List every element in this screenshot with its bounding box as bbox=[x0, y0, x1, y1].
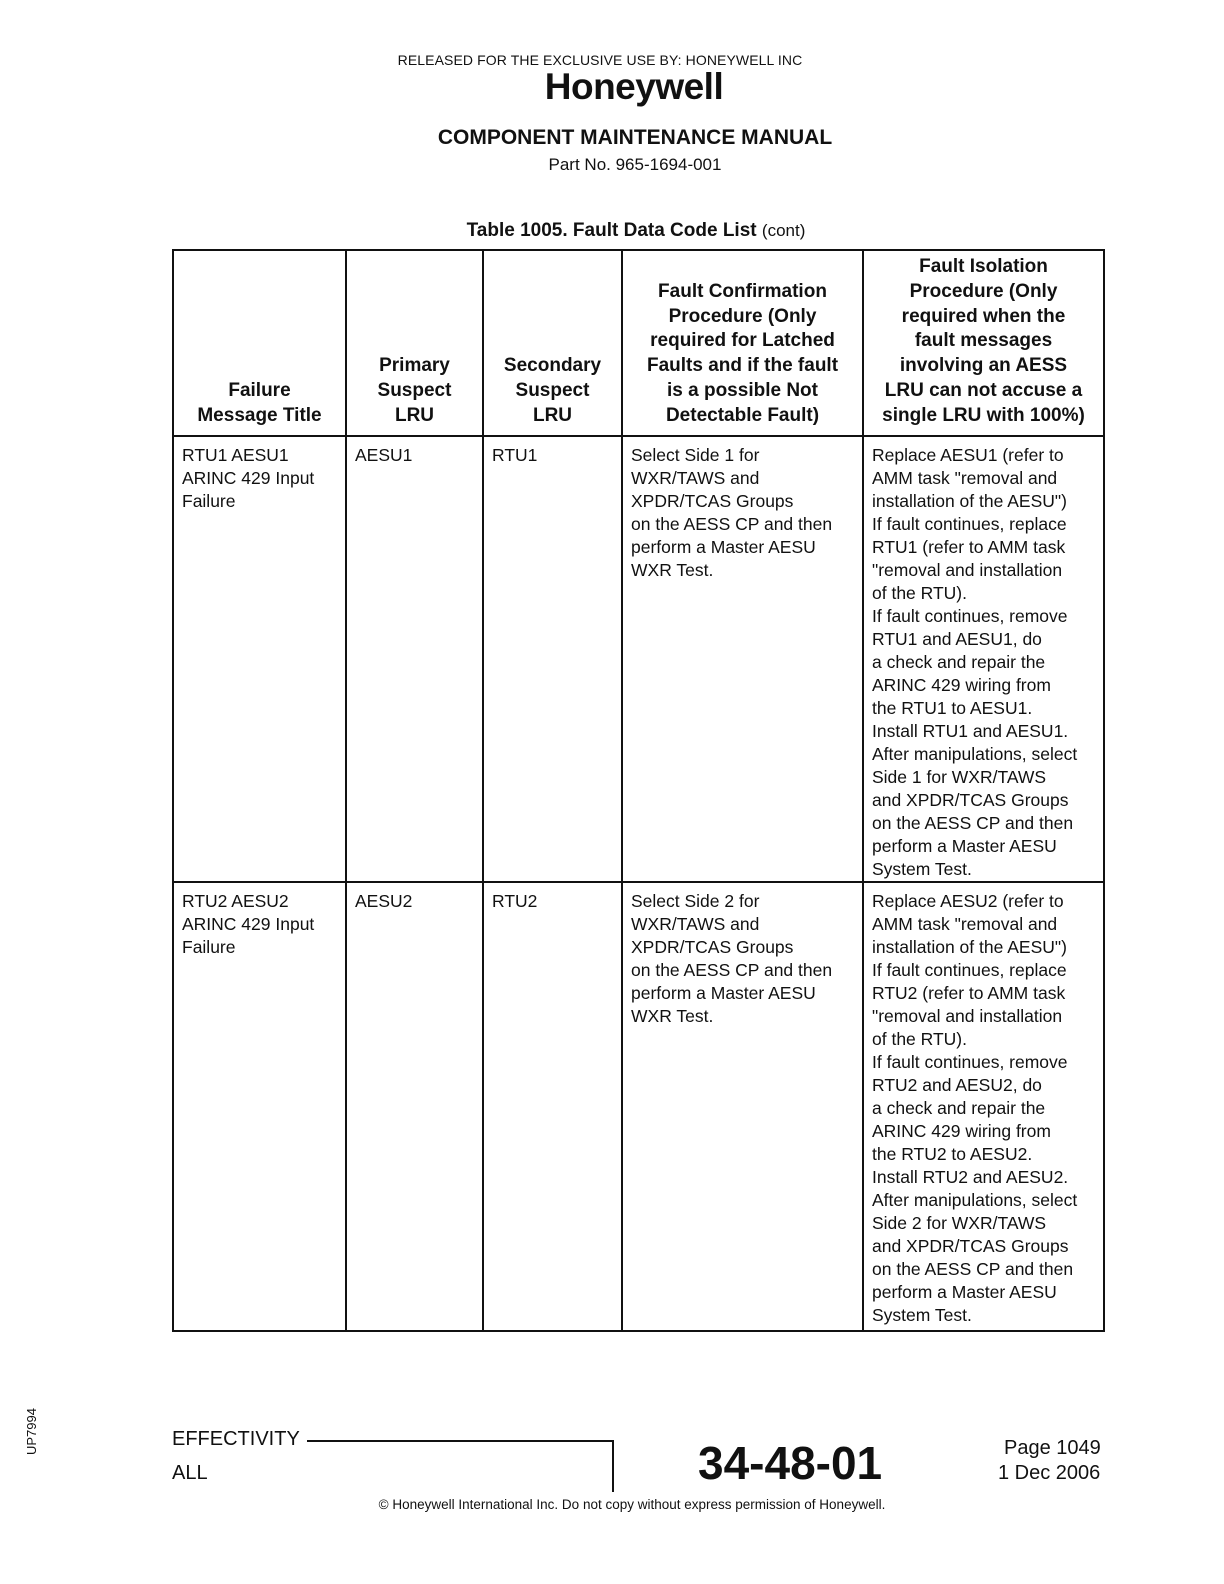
page-number: Page 1049 bbox=[1004, 1437, 1101, 1459]
failure-message-title-cell: RTU1 AESU1 ARINC 429 Input Failure bbox=[173, 436, 346, 882]
column-header-secondary-suspect-lru: Secondary Suspect LRU bbox=[483, 250, 622, 436]
table-row bbox=[173, 882, 1104, 1331]
secondary-suspect-cell: RTU1 bbox=[483, 436, 622, 882]
fault-confirmation-cell: Select Side 2 for WXR/TAWS and XPDR/TCAS Groups on the AESS CP and then perform a Master AESU WXR Test. bbox=[622, 882, 863, 1331]
column-header-primary-suspect-lru: Primary Suspect LRU bbox=[346, 250, 483, 436]
table-row bbox=[173, 436, 1104, 882]
table-caption-title: Table 1005. Fault Data Code List bbox=[466, 220, 757, 241]
honeywell-logo: Honeywell bbox=[544, 66, 724, 107]
table-caption-suffix: (cont) bbox=[761, 221, 806, 240]
fault-isolation-cell: Replace AESU1 (refer to AMM task "removal and installation of the AESU") If fault continues, replace RTU1 (refer to AMM task "removal and installation of the RTU). If fault continues, remove RTU1 and AESU1, do a check and repair the ARINC 429 wiring from the RTU1 to AESU1. Install RTU1 and AESU1. After manipulations, select Side 1 for WXR/TAWS and XPDR/TCAS Groups on the AESS CP and then perform a Master AESU System Test. bbox=[863, 436, 1104, 882]
fault-confirmation-cell: Select Side 1 for WXR/TAWS and XPDR/TCAS Groups on the AESS CP and then perform a Master AESU WXR Test. bbox=[622, 436, 863, 882]
copyright-notice: © Honeywell International Inc. Do not copy without express permission of Honeywell. bbox=[378, 1497, 886, 1512]
fault-isolation-cell: Replace AESU2 (refer to AMM task "removal and installation of the AESU") If fault continues, replace RTU2 (refer to AMM task "removal and installation of the RTU). If fault continues, remove RTU2 and AESU2, do a check and repair the ARINC 429 wiring from the RTU2 to AESU2. Install RTU2 and AESU2. After manipulations, select Side 2 for WXR/TAWS and XPDR/TCAS Groups on the AESS CP and then perform a Master AESU System Test. bbox=[863, 882, 1104, 1331]
effectivity-value: ALL bbox=[172, 1462, 208, 1484]
table-caption bbox=[0, 220, 1224, 242]
effectivity-rule bbox=[307, 1440, 614, 1442]
column-header-failure-message-title: Failure Message Title bbox=[173, 250, 346, 436]
effectivity-label: EFFECTIVITY bbox=[172, 1428, 300, 1450]
table-header-row bbox=[173, 250, 1104, 436]
part-number: Part No. 965-1694-001 bbox=[548, 155, 722, 174]
column-header-fault-isolation: Fault Isolation Procedure (Only required when the fault messages involving an AESS LRU can not accuse a single LRU with 100%) bbox=[863, 250, 1104, 436]
primary-suspect-cell: AESU1 bbox=[346, 436, 483, 882]
chapter-number: 34-48-01 bbox=[698, 1437, 883, 1489]
manual-title: COMPONENT MAINTENANCE MANUAL bbox=[437, 126, 833, 149]
column-header-fault-confirmation: Fault Confirmation Procedure (Only required for Latched Faults and if the fault is a possible Not Detectable Fault) bbox=[622, 250, 863, 436]
secondary-suspect-cell: RTU2 bbox=[483, 882, 622, 1331]
failure-message-title-cell: RTU2 AESU2 ARINC 429 Input Failure bbox=[173, 882, 346, 1331]
fault-data-table bbox=[172, 249, 1105, 1332]
release-notice: RELEASED FOR THE EXCLUSIVE USE BY: HONEYWELL INC bbox=[397, 52, 803, 68]
primary-suspect-cell: AESU2 bbox=[346, 882, 483, 1331]
effectivity-divider bbox=[612, 1440, 614, 1492]
side-document-code: UP7994 bbox=[24, 1408, 39, 1455]
page-date: 1 Dec 2006 bbox=[998, 1462, 1101, 1484]
